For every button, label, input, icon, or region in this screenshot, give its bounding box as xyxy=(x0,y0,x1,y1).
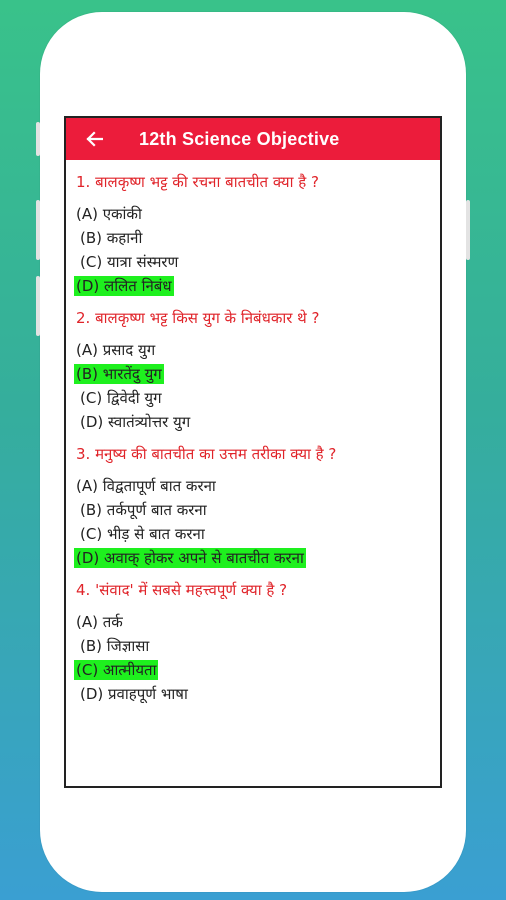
option-d-correct[interactable]: (D) ललित निबंध xyxy=(76,277,172,295)
question-text: 4. 'संवाद' में सबसे महत्त्वपूर्ण क्या है ? xyxy=(76,581,288,599)
option-c[interactable]: (C) यात्रा संस्मरण xyxy=(80,253,179,271)
phone-side-button xyxy=(36,122,40,156)
option-b[interactable]: (B) कहानी xyxy=(80,229,143,247)
option-c[interactable]: (C) भीड़ से बात करना xyxy=(80,525,205,543)
question-text: 2. बालकृष्ण भट्ट किस युग के निबंधकार थे ? xyxy=(76,309,320,327)
question-card xyxy=(74,580,440,704)
option-d[interactable]: (D) स्वातंत्र्योत्तर युग xyxy=(80,413,191,431)
option-b[interactable]: (B) जिज्ञासा xyxy=(80,637,150,655)
option-d[interactable]: (D) प्रवाहपूर्ण भाषा xyxy=(80,685,188,703)
question-list xyxy=(66,160,440,704)
phone-volume-up-button xyxy=(36,200,40,260)
option-d-correct[interactable]: (D) अवाक् होकर अपने से बातचीत करना xyxy=(76,549,304,567)
question-card xyxy=(74,308,440,432)
option-a[interactable]: (A) विद्वतापूर्ण बात करना xyxy=(76,477,216,495)
option-a[interactable]: (A) तर्क xyxy=(76,613,123,631)
phone-volume-down-button xyxy=(36,276,40,336)
option-a[interactable]: (A) एकांकी xyxy=(76,205,142,223)
app-title: 12th Science Objective xyxy=(139,128,340,149)
option-a[interactable]: (A) प्रसाद युग xyxy=(76,341,156,359)
option-b-correct[interactable]: (B) भारतेंदु युग xyxy=(76,365,162,383)
app-bar xyxy=(66,118,440,160)
question-text: 3. मनुष्य की बातचीत का उत्तम तरीका क्या है ? xyxy=(76,445,337,463)
arrow-left-icon xyxy=(85,131,103,147)
option-c-correct[interactable]: (C) आत्मीयता xyxy=(76,661,157,679)
back-button[interactable] xyxy=(82,127,106,151)
option-c[interactable]: (C) द्विवेदी युग xyxy=(80,389,162,407)
question-card xyxy=(74,172,440,296)
app-screen xyxy=(64,116,442,788)
option-b[interactable]: (B) तर्कपूर्ण बात करना xyxy=(80,501,207,519)
phone-power-button xyxy=(466,200,470,260)
question-text: 1. बालकृष्ण भट्ट की रचना बातचीत क्या है ? xyxy=(76,173,319,191)
question-card xyxy=(74,444,440,568)
